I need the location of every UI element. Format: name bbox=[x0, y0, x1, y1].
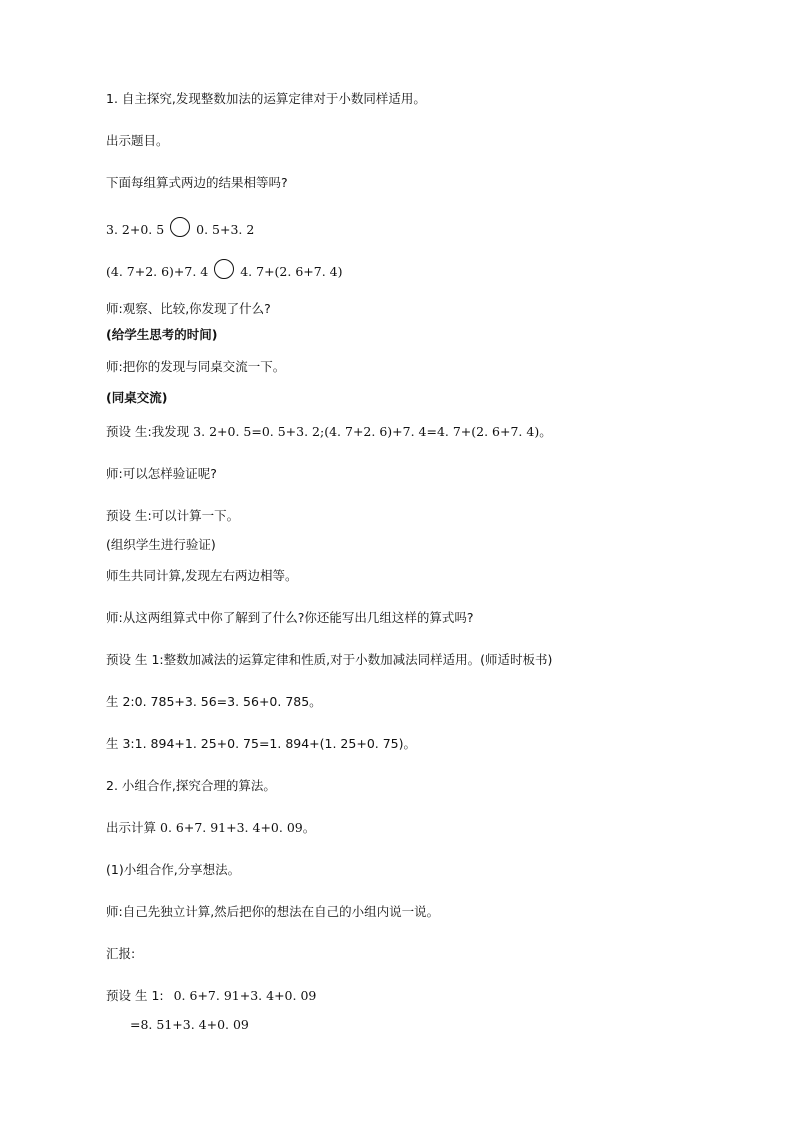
student-answer bbox=[106, 424, 552, 440]
blank-circle bbox=[170, 217, 190, 237]
teacher-line: 师:可以怎样验证呢? bbox=[106, 466, 217, 481]
equation-row-2 bbox=[106, 259, 343, 280]
equation-left: (4. 7+2. 6)+7. 4 bbox=[106, 264, 209, 279]
equation-text: 3. 2+0. 5=0. 5+3. 2;(4. 7+2. 6)+7. 4=4. 7+(2. 6+7. 4)。 bbox=[193, 424, 552, 439]
teacher-line: 师:把你的发现与同桌交流一下。 bbox=[106, 359, 286, 374]
paragraph bbox=[106, 820, 315, 836]
equation-right: 4. 7+(2. 6+7. 4) bbox=[240, 264, 343, 279]
paragraph-label: 出示计算 bbox=[106, 820, 157, 835]
student-answer bbox=[106, 988, 316, 1004]
equation-right: 0. 5+3. 2 bbox=[196, 222, 255, 237]
equation-row-1 bbox=[106, 217, 254, 238]
teacher-line: 师:自己先独立计算,然后把你的想法在自己的小组内说一说。 bbox=[106, 904, 440, 919]
student-answer: 预设 生 1:整数加减法的运算定律和性质,对于小数加减法同样适用。(师适时板书) bbox=[106, 652, 553, 667]
blank-circle bbox=[214, 259, 234, 279]
question-text: 下面每组算式两边的结果相等吗? bbox=[106, 175, 288, 190]
teacher-line: 师:观察、比较,你发现了什么? bbox=[106, 301, 271, 316]
paragraph: 汇报: bbox=[106, 946, 136, 961]
paragraph: 师生共同计算,发现左右两边相等。 bbox=[106, 568, 298, 583]
student-answer: 生 2:0. 785+3. 56=3. 56+0. 785。 bbox=[106, 694, 322, 709]
sub-heading: (1)小组合作,分享想法。 bbox=[106, 862, 241, 877]
section-heading-1: 1. 自主探究,发现整数加法的运算定律对于小数同样适用。 bbox=[106, 91, 426, 106]
equation-left: 3. 2+0. 5 bbox=[106, 222, 165, 237]
equation-text: 0. 6+7. 91+3. 4+0. 09 bbox=[173, 988, 317, 1003]
stage-note: (组织学生进行验证) bbox=[106, 537, 216, 552]
section-heading-2: 2. 小组合作,探究合理的算法。 bbox=[106, 778, 276, 793]
preset-label: 预设 生 1: bbox=[106, 988, 164, 1003]
paragraph: 出示题目。 bbox=[106, 133, 169, 148]
equation-text: 0. 6+7. 91+3. 4+0. 09。 bbox=[160, 820, 316, 835]
stage-note: (给学生思考的时间) bbox=[106, 327, 218, 342]
student-answer: 生 3:1. 894+1. 25+0. 75=1. 894+(1. 25+0. 75)。 bbox=[106, 736, 416, 751]
student-answer: 预设 生:可以计算一下。 bbox=[106, 508, 240, 523]
stage-note: (同桌交流) bbox=[106, 390, 168, 405]
teacher-line: 师:从这两组算式中你了解到了什么?你还能写出几组这样的算式吗? bbox=[106, 610, 474, 625]
preset-label: 预设 生:我发现 bbox=[106, 424, 190, 439]
equation-step: =8. 51+3. 4+0. 09 bbox=[130, 1017, 249, 1032]
